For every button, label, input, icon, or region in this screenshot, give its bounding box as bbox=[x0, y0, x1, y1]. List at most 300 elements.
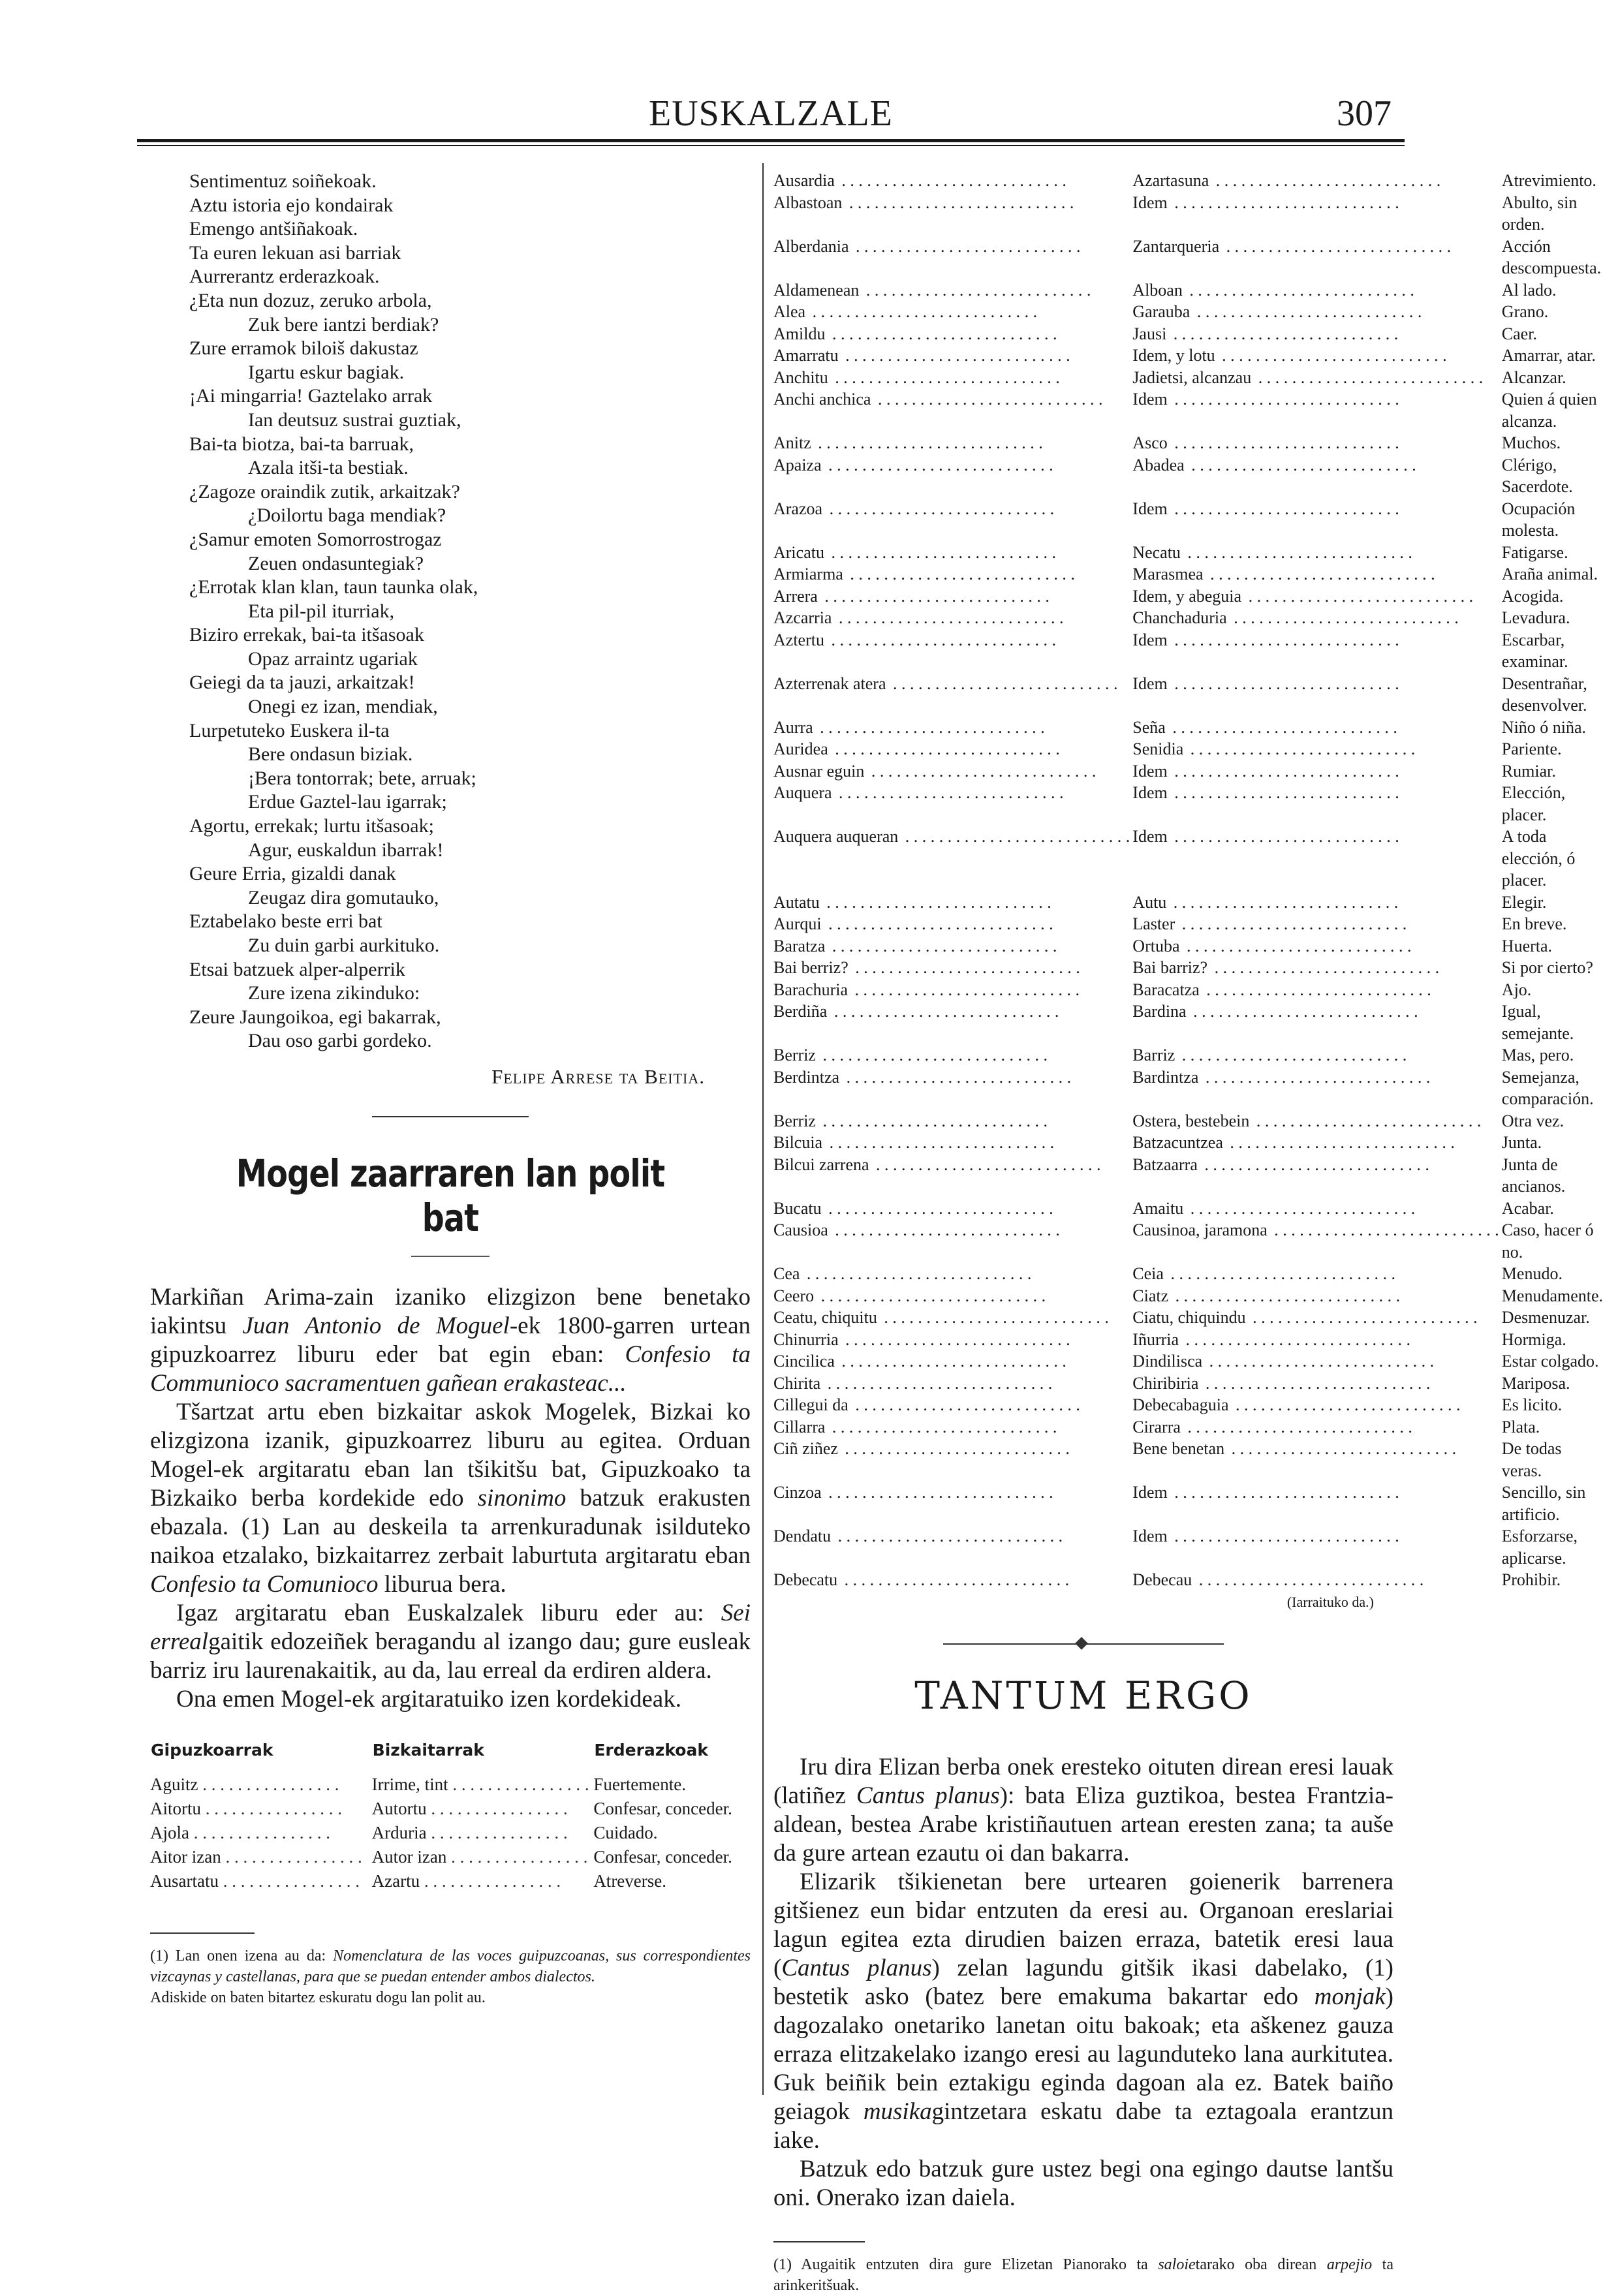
glossary-cell bbox=[1132, 1438, 1502, 1482]
cell-text: Ciatu, chiquindu bbox=[1132, 1308, 1248, 1327]
glossary-cell bbox=[1132, 760, 1502, 783]
cell-text: Ajola bbox=[150, 1822, 189, 1842]
glossary-cell bbox=[773, 1001, 1132, 1044]
glossary-cell bbox=[773, 760, 1132, 783]
table-row bbox=[150, 1869, 751, 1893]
glossary-cell bbox=[773, 717, 1132, 739]
cell-text: Barachuria bbox=[773, 980, 850, 999]
glossary-row bbox=[773, 1373, 1603, 1395]
glossary-cell bbox=[1132, 388, 1502, 432]
glossary-cell bbox=[1132, 1154, 1502, 1198]
table-cell bbox=[150, 1845, 372, 1869]
glossary-row bbox=[773, 1285, 1603, 1307]
cell-text: Debecatu bbox=[773, 1570, 840, 1589]
glossary-row bbox=[773, 1044, 1603, 1066]
poem-signature: Felipe Arrese ta Beitia. bbox=[491, 1064, 705, 1088]
glossary-cell bbox=[773, 738, 1132, 760]
glossary-cell bbox=[773, 979, 1132, 1001]
cell-text: Ortuba bbox=[1132, 937, 1182, 955]
cell-text: Niño ó niña. bbox=[1501, 717, 1587, 737]
cell-text: Autortu bbox=[371, 1798, 427, 1818]
glossary-row bbox=[773, 957, 1603, 979]
cell-text: Idem bbox=[1132, 674, 1170, 693]
poem-line: Aurrerantz erderazkoak. bbox=[189, 266, 380, 288]
section-separator bbox=[943, 1643, 1224, 1645]
glossary-cell bbox=[773, 323, 1132, 345]
glossary-cell bbox=[773, 192, 1132, 236]
glossary-cell bbox=[1502, 957, 1603, 979]
cell-text: Fuertemente. bbox=[593, 1774, 687, 1794]
cell-text: Idem, y lotu bbox=[1132, 346, 1217, 365]
header-rule bbox=[137, 139, 1405, 142]
cell-text: Atreverse. bbox=[593, 1870, 667, 1891]
glossary-cell bbox=[773, 388, 1132, 432]
glossary-cell bbox=[1502, 607, 1603, 629]
cell-text: Batzaarra bbox=[1132, 1155, 1200, 1174]
glossary-row bbox=[773, 367, 1603, 389]
cell-text: Zantarqueria bbox=[1132, 237, 1222, 256]
poem-line: Bere ondasun biziak. bbox=[248, 743, 413, 766]
glossary-cell bbox=[1132, 629, 1502, 673]
table-cell bbox=[150, 1821, 372, 1845]
glossary-cell bbox=[1502, 170, 1603, 192]
cell-text: Azartasuna bbox=[1132, 171, 1211, 190]
glossary-cell bbox=[773, 367, 1132, 389]
glossary-cell bbox=[1502, 673, 1603, 717]
cell-text: Ciñ ziñez bbox=[773, 1439, 841, 1458]
cell-text: Grano. bbox=[1501, 302, 1549, 321]
cell-text: Cirarra bbox=[1132, 1418, 1183, 1436]
cell-text: Levadura. bbox=[1501, 608, 1570, 627]
synonym-table bbox=[150, 1740, 751, 1893]
cell-text: Abadea bbox=[1132, 456, 1187, 474]
poem-line: Bai-ta biotza, bai-ta barruak, bbox=[189, 433, 414, 455]
glossary-cell bbox=[1132, 192, 1502, 236]
glossary-cell bbox=[1502, 388, 1603, 432]
cell-text: Rumiar. bbox=[1501, 761, 1556, 781]
poem-line: Sentimentuz soiñekoak. bbox=[189, 170, 377, 192]
glossary-row bbox=[773, 782, 1603, 826]
glossary-row bbox=[773, 913, 1603, 935]
glossary-cell bbox=[1502, 279, 1603, 302]
glossary-cell bbox=[1132, 892, 1502, 914]
glossary-cell bbox=[1132, 673, 1502, 717]
glossary-cell bbox=[1132, 1482, 1502, 1525]
glossary-row bbox=[773, 1263, 1603, 1285]
cell-text: Batzacuntzea bbox=[1132, 1133, 1226, 1152]
glossary-cell bbox=[1502, 826, 1603, 892]
article-paragraph: Ona emen Mogel-ek argitaratuiko izen kordekideak. bbox=[176, 1685, 681, 1713]
glossary-row bbox=[773, 170, 1603, 192]
glossary-cell bbox=[1132, 935, 1502, 957]
title-rule bbox=[411, 1256, 490, 1257]
glossary-cell bbox=[773, 542, 1132, 564]
glossary-cell bbox=[1132, 563, 1502, 585]
cell-text: Ausartatu bbox=[150, 1870, 219, 1891]
glossary-cell bbox=[1132, 1219, 1502, 1263]
table-cell bbox=[150, 1773, 372, 1797]
cell-text: Irrime, tint bbox=[371, 1774, 448, 1794]
poem-line: ¿Samur emoten Somorrostrogaz bbox=[189, 528, 442, 550]
cell-text: Atrevimiento. bbox=[1501, 171, 1596, 190]
glossary-cell bbox=[1502, 1373, 1603, 1395]
tantum-paragraph: Elizarik tšikienetan bere urtearen goienerik barrenera gitšienez eun bidar entzuten da eresi au. Organoan ereslariai lagun egitea ezta dirudien baizen erraza, batetik eresi laua (Cantus planus) zelan lagundu gitšik ikasi dabelako, (1) bestetik asko (batez bere emakuma bakartar edo monjak) dagozalako onetariko lanetan oitu bakoak; eta aškenez gauza erraza elitzakelako izango eresi au lagunduteko lana aurkitutea. Guk beiñik bein eztakigu eginda dagoan ala ez. Batek baiño geiagok musikagintzetara eskatu dabe ta eztagoala erantzun iake. bbox=[773, 1868, 1393, 2154]
glossary-cell bbox=[1132, 1350, 1502, 1373]
glossary-cell bbox=[773, 1066, 1132, 1110]
glossary-cell bbox=[1502, 782, 1603, 826]
table-cell bbox=[372, 1869, 594, 1893]
glossary-cell bbox=[1502, 913, 1603, 935]
cell-text: Alcanzar. bbox=[1501, 367, 1566, 387]
cell-text: Aurqui bbox=[773, 914, 824, 933]
poem-line: Zu duin garbi aurkituko. bbox=[248, 935, 440, 956]
glossary-row bbox=[773, 585, 1603, 608]
glossary-cell bbox=[1132, 1110, 1502, 1132]
cell-text: Senidia bbox=[1132, 739, 1186, 758]
cell-text: Acabar. bbox=[1501, 1198, 1554, 1218]
poem bbox=[150, 170, 751, 1053]
cell-text: Mariposa. bbox=[1501, 1373, 1570, 1393]
glossary-row bbox=[773, 1416, 1603, 1438]
glossary-cell bbox=[773, 1438, 1132, 1482]
poem-line: Etsai batzuek alper-alperrik bbox=[189, 958, 405, 980]
glossary-cell bbox=[1132, 957, 1502, 979]
cell-text: Menudo. bbox=[1501, 1264, 1563, 1283]
poem-line: ¡Bera tontorrak; bete, arruak; bbox=[248, 767, 476, 789]
glossary-cell bbox=[1132, 1132, 1502, 1154]
glossary-cell bbox=[1502, 1219, 1603, 1263]
cell-text: Confesar, conceder. bbox=[593, 1798, 732, 1818]
glossary-cell bbox=[1502, 1132, 1603, 1154]
glossary-cell bbox=[1502, 1438, 1603, 1482]
glossary-table bbox=[773, 170, 1603, 1591]
glossary-cell bbox=[1132, 279, 1502, 302]
cell-text: Amaitu bbox=[1132, 1199, 1186, 1218]
glossary-cell bbox=[1502, 1110, 1603, 1132]
footnote-rule bbox=[150, 1932, 255, 1934]
poem-line: Agortu, errekak; lurtu itšasoak; bbox=[189, 815, 434, 837]
cell-text: Si por cierto? bbox=[1501, 958, 1593, 977]
table-cell bbox=[593, 1821, 751, 1845]
glossary-cell bbox=[1132, 738, 1502, 760]
glossary-row bbox=[773, 301, 1603, 323]
cell-text: Berdiña bbox=[773, 1002, 830, 1021]
glossary-cell bbox=[773, 935, 1132, 957]
cell-text: Auquera bbox=[773, 783, 835, 802]
glossary-row bbox=[773, 1154, 1603, 1198]
glossary-cell bbox=[1132, 826, 1502, 892]
glossary-cell bbox=[773, 1416, 1132, 1438]
poem-line: ¿Zagoze oraindik zutik, arkaitzak? bbox=[189, 480, 460, 503]
glossary-cell bbox=[1132, 607, 1502, 629]
glossary-cell bbox=[1502, 1154, 1603, 1198]
cell-text: Auridea bbox=[773, 739, 831, 758]
cell-text: Desentrañar, desenvolver. bbox=[1501, 674, 1587, 715]
cell-text: Acción descompuesta. bbox=[1501, 236, 1602, 277]
cell-text: Iñurria bbox=[1132, 1330, 1181, 1349]
glossary-cell bbox=[773, 782, 1132, 826]
glossary-cell bbox=[773, 1350, 1132, 1373]
glossary-row bbox=[773, 388, 1603, 432]
poem-line: Ian deutsuz sustrai guztiak, bbox=[248, 409, 461, 431]
cell-text: Amildu bbox=[773, 324, 828, 343]
glossary-row bbox=[773, 1132, 1603, 1154]
journal-title: EUSKALZALE bbox=[649, 93, 893, 134]
poem-line: Opaz arraintz ugariak bbox=[248, 647, 418, 670]
cell-text: Azartu bbox=[371, 1870, 420, 1891]
glossary-cell bbox=[1132, 1416, 1502, 1438]
glossary-cell bbox=[1132, 367, 1502, 389]
cell-text: Idem bbox=[1132, 1483, 1170, 1502]
poem-line: Dau oso garbi gordeko. bbox=[248, 1030, 432, 1052]
cell-text: Autor izan bbox=[371, 1846, 447, 1867]
cell-text: Idem bbox=[1132, 390, 1170, 409]
glossary-cell bbox=[1502, 738, 1603, 760]
poem-line: ¿Eta nun dozuz, zeruko arbola, bbox=[189, 289, 432, 311]
glossary-cell bbox=[1502, 345, 1603, 367]
cell-text: Ceero bbox=[773, 1286, 817, 1305]
cell-text: Menudamente. bbox=[1501, 1286, 1603, 1305]
glossary-cell bbox=[1132, 717, 1502, 739]
glossary-row bbox=[773, 1350, 1603, 1373]
poem-line: Erdue Gaztel-lau igarrak; bbox=[248, 791, 447, 813]
cell-text: Autatu bbox=[773, 893, 822, 912]
glossary-cell bbox=[1132, 1066, 1502, 1110]
cell-text: Alboan bbox=[1132, 281, 1185, 300]
table-row bbox=[150, 1845, 751, 1869]
glossary-row bbox=[773, 563, 1603, 585]
table-cell bbox=[372, 1773, 594, 1797]
poem-line: Ta euren lekuan asi barriak bbox=[189, 241, 401, 264]
poem-line: Emengo antšiñakoak. bbox=[189, 218, 358, 240]
cell-text: Idem bbox=[1132, 193, 1170, 212]
cell-text: Ostera, bestebein bbox=[1132, 1111, 1252, 1130]
glossary-cell bbox=[1502, 1350, 1603, 1373]
cell-text: Idem bbox=[1132, 762, 1170, 781]
cell-text: Mas, pero. bbox=[1501, 1046, 1574, 1064]
cell-text: Ceatu, chiquitu bbox=[773, 1308, 880, 1327]
glossary-row bbox=[773, 323, 1603, 345]
glossary-cell bbox=[773, 279, 1132, 302]
cell-text: Caso, hacer ó no. bbox=[1501, 1220, 1594, 1262]
glossary-row bbox=[773, 892, 1603, 914]
glossary-row bbox=[773, 432, 1603, 454]
poem-line: Azala itši-ta bestiak. bbox=[248, 457, 409, 479]
cell-text: Igual, semejante. bbox=[1501, 1002, 1574, 1043]
table-row bbox=[150, 1797, 751, 1821]
cell-text: Causinoa, jaramona bbox=[1132, 1220, 1270, 1239]
glossary-cell bbox=[773, 673, 1132, 717]
glossary-cell bbox=[773, 1307, 1132, 1329]
glossary-cell bbox=[773, 236, 1132, 279]
glossary-cell bbox=[1502, 1001, 1603, 1044]
glossary-cell bbox=[1132, 1001, 1502, 1044]
cell-text: Muchos. bbox=[1501, 433, 1561, 452]
table-row bbox=[150, 1821, 751, 1845]
cell-text: Marasmea bbox=[1132, 565, 1206, 583]
glossary-cell bbox=[1132, 913, 1502, 935]
glossary-row bbox=[773, 279, 1603, 302]
cell-text: Abulto, sin orden. bbox=[1501, 193, 1578, 234]
glossary-cell bbox=[1502, 432, 1603, 454]
cell-text: Quien á quien alcanza. bbox=[1501, 390, 1597, 431]
glossary-cell bbox=[1502, 1394, 1603, 1416]
glossary-row bbox=[773, 1525, 1603, 1569]
footnote-rule bbox=[773, 2241, 865, 2242]
glossary-cell bbox=[1132, 979, 1502, 1001]
cell-text: Debecabaguia bbox=[1132, 1395, 1231, 1414]
glossary-cell bbox=[1502, 1263, 1603, 1285]
continued-note: (Iarraituko da.) bbox=[1286, 1593, 1374, 1610]
cell-text: Amarratu bbox=[773, 346, 841, 365]
cell-text: Ciatz bbox=[1132, 1286, 1171, 1305]
glossary-cell bbox=[1502, 935, 1603, 957]
cell-text: Berriz bbox=[773, 1046, 818, 1064]
poem-line: Agur, euskaldun ibarrak! bbox=[248, 839, 444, 861]
glossary-cell bbox=[773, 170, 1132, 192]
glossary-cell bbox=[1502, 760, 1603, 783]
cell-text: Es licito. bbox=[1501, 1395, 1563, 1414]
cell-text: Jadietsi, alcanzau bbox=[1132, 368, 1254, 387]
glossary-cell bbox=[773, 1132, 1132, 1154]
cell-text: Desmenuzar. bbox=[1501, 1308, 1590, 1327]
cell-text: Aitor izan bbox=[150, 1846, 221, 1867]
cell-text: Aurra bbox=[773, 718, 816, 737]
table-cell bbox=[150, 1797, 372, 1821]
glossary-row bbox=[773, 1219, 1603, 1263]
glossary-cell bbox=[1502, 236, 1603, 279]
glossary-cell bbox=[773, 498, 1132, 542]
glossary-cell bbox=[1132, 432, 1502, 454]
glossary-cell bbox=[1502, 367, 1603, 389]
glossary-cell bbox=[773, 1525, 1132, 1569]
glossary-row bbox=[773, 498, 1603, 542]
cell-text: Armiarma bbox=[773, 565, 846, 583]
cell-text: Huerta. bbox=[1501, 936, 1553, 955]
cell-text: Dendatu bbox=[773, 1527, 833, 1545]
cell-text: Jausi bbox=[1132, 324, 1169, 343]
cell-text: Amarrar, atar. bbox=[1501, 346, 1596, 365]
article-paragraph: Markiñan Arima-zain izaniko elizgizon bene benetako iakintsu Juan Antonio de Moguel-ek 1800-garren urtean gipuzkoarrez liburu eder bat egin eban: Confesio ta Communioco sacramentuen gañean erakasteac... bbox=[150, 1283, 751, 1397]
glossary-row bbox=[773, 935, 1603, 957]
cell-text: Cillarra bbox=[773, 1418, 828, 1436]
glossary-cell bbox=[1132, 1329, 1502, 1351]
poem-line: Geiegi da ta jauzi, arkaitzak! bbox=[189, 672, 415, 694]
header-rule-thin bbox=[137, 145, 1405, 146]
poem-line: ¿Errotak klan klan, taun taunka olak, bbox=[189, 576, 478, 598]
glossary-cell bbox=[1132, 323, 1502, 345]
poem-line: Eztabelako beste erri bat bbox=[189, 910, 382, 933]
glossary-cell bbox=[773, 1285, 1132, 1307]
table-cell bbox=[372, 1845, 594, 1869]
cell-text: Albastoan bbox=[773, 193, 845, 212]
glossary-cell bbox=[773, 1154, 1132, 1198]
article-paragraph: Igaz argitaratu eban Euskalzalek liburu eder au: Sei errealgaitik edozeiñek beragandu al izango dau; gure eusleak barriz iru laurenakaitik, au da, lau erreal da erdiren aldera. bbox=[150, 1599, 751, 1684]
cell-text: Clérigo, Sacerdote. bbox=[1501, 455, 1573, 496]
glossary-row bbox=[773, 1569, 1603, 1591]
glossary-row bbox=[773, 717, 1603, 739]
glossary-cell bbox=[1132, 1285, 1502, 1307]
cell-text: Sencillo, sin artificio. bbox=[1501, 1483, 1586, 1524]
cell-text: Estar colgado. bbox=[1501, 1352, 1599, 1371]
cell-text: Confesar, conceder. bbox=[593, 1846, 732, 1867]
glossary-row bbox=[773, 542, 1603, 564]
poem-line: Lurpetuteko Euskera il-ta bbox=[189, 719, 390, 741]
cell-text: Elección, placer. bbox=[1501, 783, 1566, 824]
glossary-cell bbox=[773, 1569, 1132, 1591]
table-cell bbox=[150, 1869, 372, 1893]
glossary-cell bbox=[1502, 1569, 1603, 1591]
cell-text: Anchi anchica bbox=[773, 390, 873, 409]
cell-text: Causioa bbox=[773, 1220, 831, 1239]
glossary-cell bbox=[773, 432, 1132, 454]
glossary-cell bbox=[1132, 498, 1502, 542]
glossary-row bbox=[773, 1394, 1603, 1416]
cell-text: Prohibir. bbox=[1501, 1570, 1561, 1589]
cell-text: Bucatu bbox=[773, 1199, 824, 1218]
cell-text: Idem, y abeguia bbox=[1132, 587, 1244, 606]
glossary-cell bbox=[773, 1263, 1132, 1285]
tantum-title: TANTUM ERGO bbox=[914, 1673, 1253, 1718]
cell-text: Bene benetan bbox=[1132, 1439, 1227, 1458]
poem-line: Onegi ez izan, mendiak, bbox=[248, 696, 438, 718]
poem-line: ¿Doilortu baga mendiak? bbox=[248, 504, 446, 527]
cell-text: Azcarria bbox=[773, 608, 834, 627]
glossary-cell bbox=[1132, 1394, 1502, 1416]
cell-text: Barriz bbox=[1132, 1046, 1177, 1064]
glossary-cell bbox=[773, 301, 1132, 323]
cell-text: De todas veras. bbox=[1501, 1439, 1562, 1480]
glossary-row bbox=[773, 192, 1603, 236]
cell-text: Esforzarse, aplicarse. bbox=[1501, 1527, 1578, 1568]
glossary-cell bbox=[1132, 542, 1502, 564]
cell-text: Dindilisca bbox=[1132, 1352, 1205, 1371]
cell-text: Aztertu bbox=[773, 630, 827, 649]
article-body bbox=[150, 1283, 751, 1714]
cell-text: Junta de ancianos. bbox=[1501, 1155, 1566, 1196]
glossary-row bbox=[773, 1110, 1603, 1132]
glossary-cell bbox=[1132, 1263, 1502, 1285]
cell-text: Pariente. bbox=[1501, 739, 1562, 758]
glossary-cell bbox=[1502, 979, 1603, 1001]
glossary-row bbox=[773, 1438, 1603, 1482]
cell-text: Acogida. bbox=[1501, 586, 1564, 606]
poem-line: Eta pil-pil iturriak, bbox=[248, 600, 395, 622]
cell-text: Al lado. bbox=[1501, 280, 1557, 300]
cell-text: Aldamenean bbox=[773, 281, 862, 300]
glossary-cell bbox=[1502, 1482, 1603, 1525]
table-cell bbox=[372, 1797, 594, 1821]
cell-text: Idem bbox=[1132, 783, 1170, 802]
cell-text: Seña bbox=[1132, 718, 1168, 737]
glossary-row bbox=[773, 1066, 1603, 1110]
glossary-row bbox=[773, 1198, 1603, 1220]
glossary-cell bbox=[1502, 454, 1603, 498]
glossary-row bbox=[773, 1329, 1603, 1351]
cell-text: Hormiga. bbox=[1501, 1329, 1566, 1349]
glossary-row bbox=[773, 826, 1603, 892]
glossary-cell bbox=[773, 826, 1132, 892]
glossary-cell bbox=[1132, 1525, 1502, 1569]
table-cell bbox=[372, 1821, 594, 1845]
cell-text: Ausnar eguin bbox=[773, 762, 867, 781]
cell-text: Apaiza bbox=[773, 456, 824, 474]
glossary-cell bbox=[773, 629, 1132, 673]
poem-line: ¡Ai mingarria! Gaztelako arrak bbox=[189, 385, 433, 407]
glossary-cell bbox=[1502, 629, 1603, 673]
article-title: Mogel zaarraren lan polit bat bbox=[236, 1151, 665, 1240]
cell-text: Baratza bbox=[773, 937, 828, 955]
